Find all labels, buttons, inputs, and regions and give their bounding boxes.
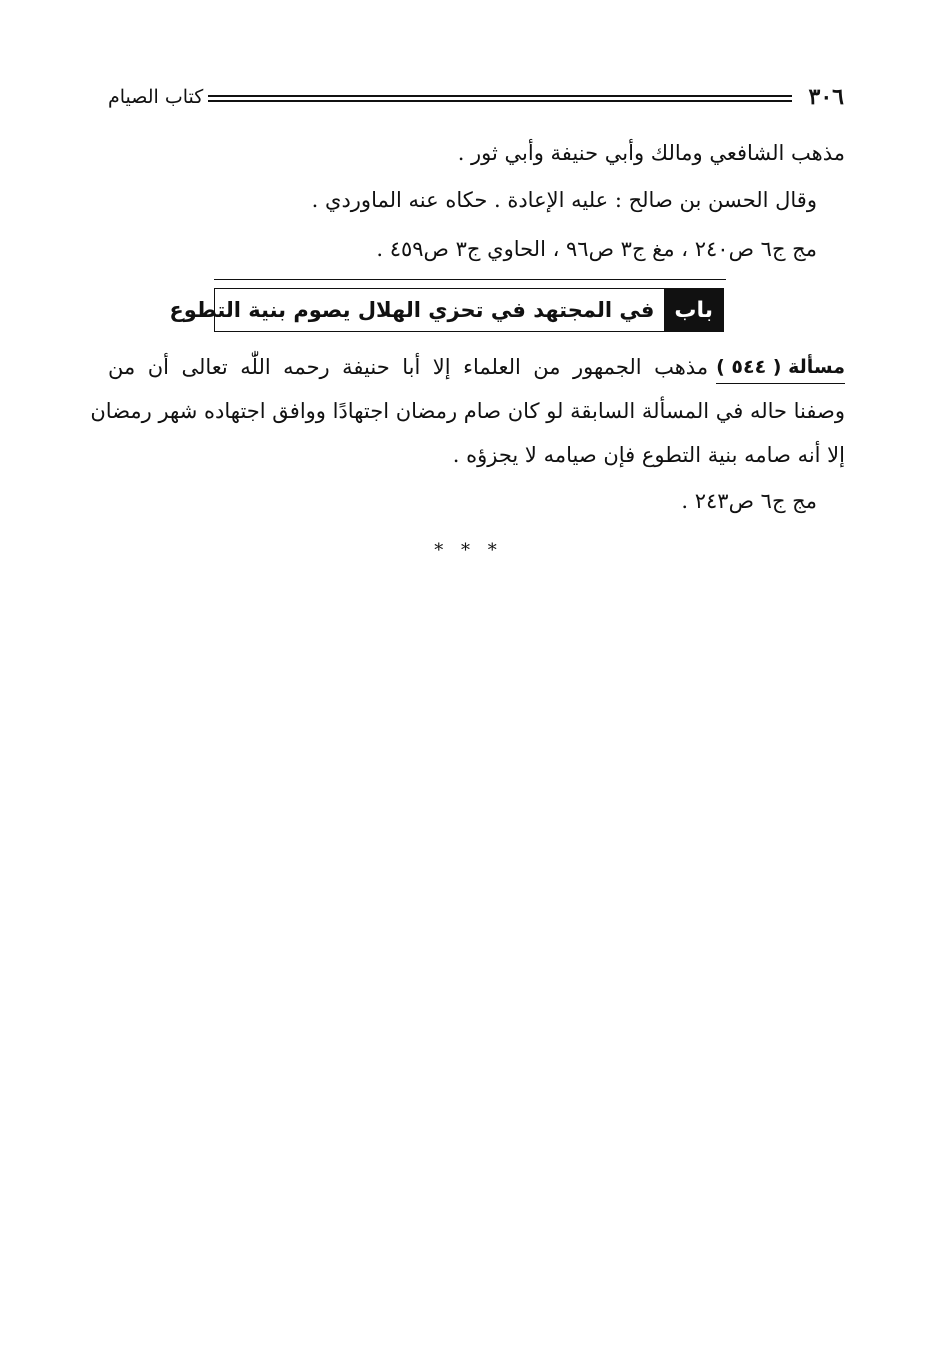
page-number: ٣٠٦ [808, 84, 844, 110]
reference-line: مج ج٦ ص٢٤٣ . [681, 489, 817, 513]
paragraph-line: مذهب الشافعي ومالك وأبي حنيفة وأبي ثور . [457, 141, 845, 165]
paragraph-line: إلا أنه صامه بنية التطوع فإن صيامه لا يجزؤه . [452, 443, 845, 467]
issue-label: مسألة ( ٥٤٤ ) [716, 352, 845, 384]
chapter-label: باب [664, 289, 723, 331]
chapter-title: في المجتهد في تحزي الهلال يصوم بنية التطوع [169, 298, 655, 322]
book-title: كتاب الصيام [108, 86, 204, 108]
paragraph-line: وصفنا حاله في المسألة السابقة لو كان صام رمضان اجتهادًا ووافق اجتهاده شهر رمضان [90, 399, 845, 423]
issue-first-line [108, 352, 845, 384]
paragraph-line: مذهب الجمهور من العلماء إلا أبا حنيفة رحمه اللّٰه تعالى أن من [108, 355, 709, 379]
section-separator: * * * [434, 540, 503, 561]
header-double-rule [208, 95, 792, 102]
paragraph-line: وقال الحسن بن صالح : عليه الإعادة . حكاه عنه الماوردي . [311, 188, 817, 212]
chapter-top-rule [214, 279, 726, 280]
running-header [108, 84, 844, 116]
reference-line: مج ج٦ ص٢٤٠ ، مغ ج٣ ص٩٦ ، الحاوي ج٣ ص٤٥٩ . [376, 237, 817, 261]
chapter-heading [169, 288, 724, 332]
